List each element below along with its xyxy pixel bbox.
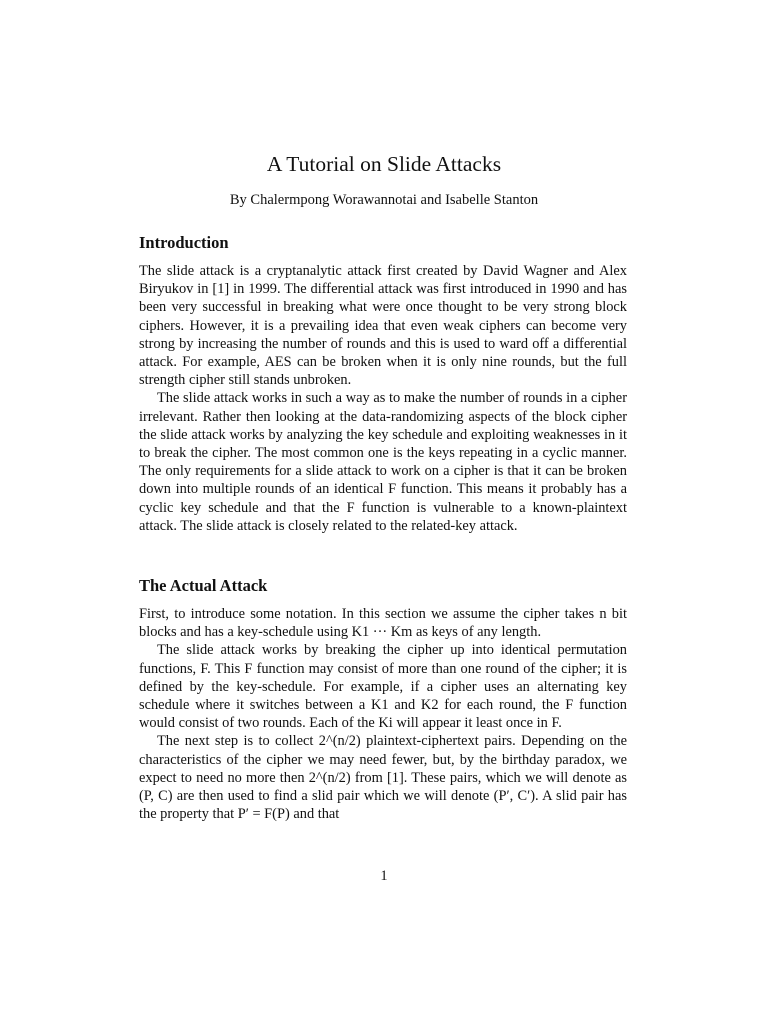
paragraph: The slide attack is a cryptanalytic attack first created by David Wagner and Alex Biryukov in [1] in 1999. The differential attack was first introduced in 1990 and has been very successful in breaking what were once thought to be very strong block ciphers. However, it is a prevailing idea that even weak ciphers can become very strong by increasing the number of rounds and this is used to ward off a differential attack. For example, AES can be broken when it is only nine rounds, but the full strength cipher still stands unbroken. [139,263,627,389]
page-number: 1 [380,868,388,884]
paragraph: The slide attack works in such a way as to make the number of rounds in a cipher irrelevant. Rather then looking at the data-randomizing aspects of the block cipher the slide attack works by analyzing the key schedule and exploiting weaknesses in it to break the cipher. The most common one is the keys repeating in a cyclic manner. The only requirements for a slide attack to work on a cipher is that it can be broken down into multiple rounds of an identical F function. This means it probably has a cyclic key schedule and that the F function is vulnerable to a known-plaintext attack. The slide attack is closely related to the related-key attack. [139,390,627,534]
paragraph: First, to introduce some notation. In this section we assume the cipher takes n bit blocks and has a key-schedule using K1 ··· Km as keys of any length. [139,606,627,641]
section-heading-actual-attack: The Actual Attack [139,576,268,595]
section-actual-attack-body [139,605,627,823]
section-introduction-body [139,262,627,535]
page-title: A Tutorial on Slide Attacks [266,152,502,176]
author-line: By Chalermpong Worawannotai and Isabelle Stanton [229,192,539,208]
section-heading-introduction: Introduction [139,233,229,252]
paragraph: The slide attack works by breaking the cipher up into identical permutation functions, F. This F function may consist of more than one round of the cipher; it is defined by the key-schedule. For example, if a cipher uses an alternating key schedule where it switches between a K1 and K2 for each round, the F function would consist of two rounds. Each of the Ki will appear it least once in F. [139,642,627,732]
paragraph: The next step is to collect 2^(n/2) plaintext-ciphertext pairs. Depending on the characteristics of the cipher we may need fewer, but, by the birthday paradox, we expect to need no more then 2^(n/2) from [1]. These pairs, which we will denote as (P, C) are then used to find a slid pair which we will denote (P′, C′). A slid pair has the property that P′ = F(P) and that [139,733,627,823]
